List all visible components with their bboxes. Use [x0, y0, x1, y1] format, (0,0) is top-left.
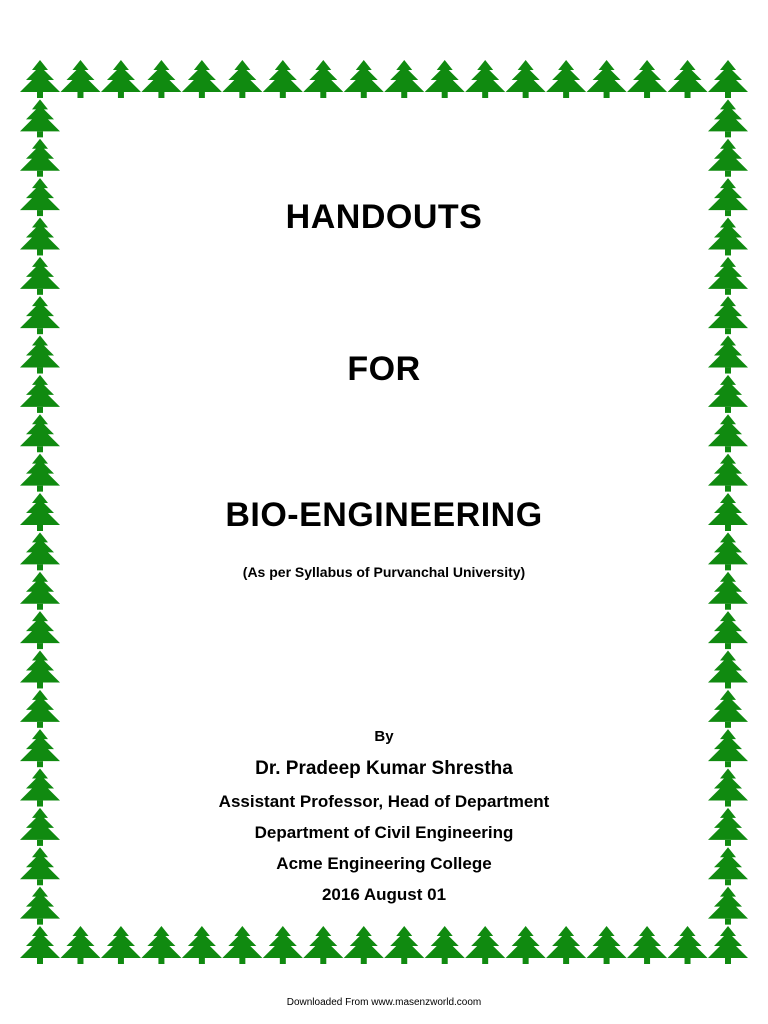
tree-icon: [668, 60, 708, 98]
tree-icon: [546, 926, 586, 964]
tree-icon: [263, 926, 303, 964]
syllabus-note: (As per Syllabus of Purvanchal University): [242, 564, 526, 580]
author-position: Assistant Professor, Head of Department: [218, 792, 550, 811]
tree-icon: [60, 60, 100, 98]
tree-icon: [303, 926, 343, 964]
author-college: Acme Engineering College: [276, 854, 492, 873]
tree-icon: [141, 60, 181, 98]
tree-icon: [20, 257, 60, 295]
tree-icon: [708, 296, 748, 334]
tree-icon: [20, 60, 60, 98]
tree-icon: [20, 296, 60, 334]
tree-icon: [627, 60, 667, 98]
tree-icon: [708, 926, 748, 964]
tree-icon: [20, 414, 60, 452]
title-for: FOR: [347, 350, 421, 388]
tree-icon: [344, 926, 384, 964]
tree-icon: [708, 257, 748, 295]
author-name: Dr. Pradeep Kumar Shrestha: [255, 758, 513, 779]
tree-icon: [20, 690, 60, 728]
tree-icon: [708, 611, 748, 649]
tree-icon: [708, 454, 748, 492]
tree-icon: [627, 926, 667, 964]
tree-icon: [303, 60, 343, 98]
tree-icon: [101, 60, 141, 98]
by-label: By: [374, 728, 394, 745]
title-handouts: HANDOUTS: [285, 198, 483, 236]
tree-icon: [668, 926, 708, 964]
tree-icon: [182, 60, 222, 98]
tree-icon: [587, 926, 627, 964]
tree-icon: [263, 60, 303, 98]
tree-icon: [101, 926, 141, 964]
tree-icon: [20, 650, 60, 688]
download-source-note: Downloaded From www.masenzworld.coom: [286, 997, 482, 1008]
tree-icon: [60, 926, 100, 964]
tree-icon: [425, 926, 465, 964]
tree-icon: [222, 60, 262, 98]
tree-icon: [465, 60, 505, 98]
tree-icon: [465, 926, 505, 964]
tree-icon: [708, 690, 748, 728]
tree-icon: [20, 611, 60, 649]
tree-icon: [20, 139, 60, 177]
publication-date: 2016 August 01: [321, 885, 447, 904]
author-department: Department of Civil Engineering: [254, 823, 514, 842]
title-bio-engineering: BIO-ENGINEERING: [225, 496, 543, 534]
tree-icon: [708, 650, 748, 688]
tree-icon: [182, 926, 222, 964]
tree-icon: [425, 60, 465, 98]
tree-icon: [141, 926, 181, 964]
tree-icon: [708, 99, 748, 137]
tree-icon: [20, 926, 60, 964]
tree-icon: [546, 60, 586, 98]
tree-icon: [506, 60, 546, 98]
tree-icon: [222, 926, 262, 964]
tree-icon: [708, 414, 748, 452]
tree-icon: [384, 926, 424, 964]
tree-icon: [708, 139, 748, 177]
tree-icon: [708, 60, 748, 98]
tree-icon: [587, 60, 627, 98]
tree-icon: [384, 60, 424, 98]
tree-icon: [20, 454, 60, 492]
tree-icon: [506, 926, 546, 964]
tree-icon: [20, 99, 60, 137]
tree-icon: [344, 60, 384, 98]
